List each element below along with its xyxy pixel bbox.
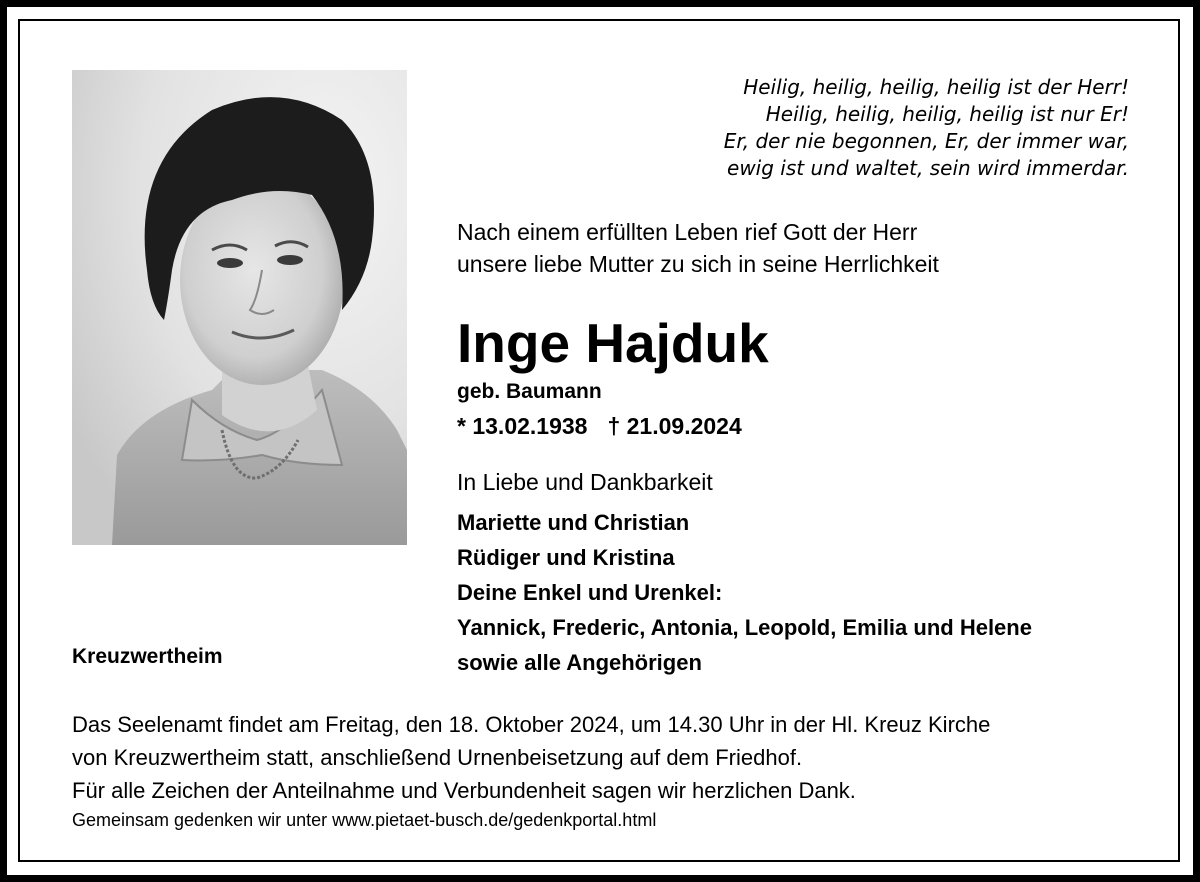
verse-line: Heilig, heilig, heilig, heilig ist nur Er! [765, 102, 1129, 126]
intro-text [457, 216, 1137, 280]
verse-line: ewig ist und waltet, sein wird immerdar. [727, 156, 1129, 180]
death-date: † 21.09.2024 [607, 413, 742, 439]
mourner-line: Deine Enkel und Urenkel: [457, 580, 723, 605]
maiden-name: geb. Baumann [457, 380, 602, 403]
deceased-name: Inge Hajduk [457, 312, 769, 374]
intro-line: unsere liebe Mutter zu sich in seine Herrlichkeit [457, 251, 939, 277]
service-line: von Kreuzwertheim statt, anschließend Urnenbeisetzung auf dem Friedhof. [72, 745, 803, 770]
mourners-list [457, 505, 1032, 680]
service-info [72, 708, 1172, 807]
memorial-portal-text: Gemeinsam gedenken wir unter www.pietaet-busch.de/gedenkportal.html [72, 810, 657, 830]
service-line: Für alle Zeichen der Anteilnahme und Verbundenheit sagen wir herzlichen Dank. [72, 778, 856, 803]
birth-date: * 13.02.1938 [457, 413, 588, 439]
life-dates [457, 413, 742, 440]
portrait-photo [72, 70, 407, 545]
bible-verse [609, 74, 1129, 182]
place-name: Kreuzwertheim [72, 645, 223, 668]
intro-line: Nach einem erfüllten Leben rief Gott der Herr [457, 219, 918, 245]
verse-line: Er, der nie begonnen, Er, der immer war, [723, 129, 1129, 153]
mourner-line: Rüdiger und Kristina [457, 545, 675, 570]
service-line: Das Seelenamt findet am Freitag, den 18. Oktober 2024, um 14.30 Uhr in der Hl. Kreuz Kirche [72, 712, 991, 737]
verse-line: Heilig, heilig, heilig, heilig ist der Herr! [743, 75, 1129, 99]
mourner-line: sowie alle Angehörigen [457, 650, 702, 675]
mourner-line: Yannick, Frederic, Antonia, Leopold, Emilia und Helene [457, 615, 1032, 640]
mourner-line: Mariette und Christian [457, 510, 690, 535]
dedication-text: In Liebe und Dankbarkeit [457, 469, 713, 495]
